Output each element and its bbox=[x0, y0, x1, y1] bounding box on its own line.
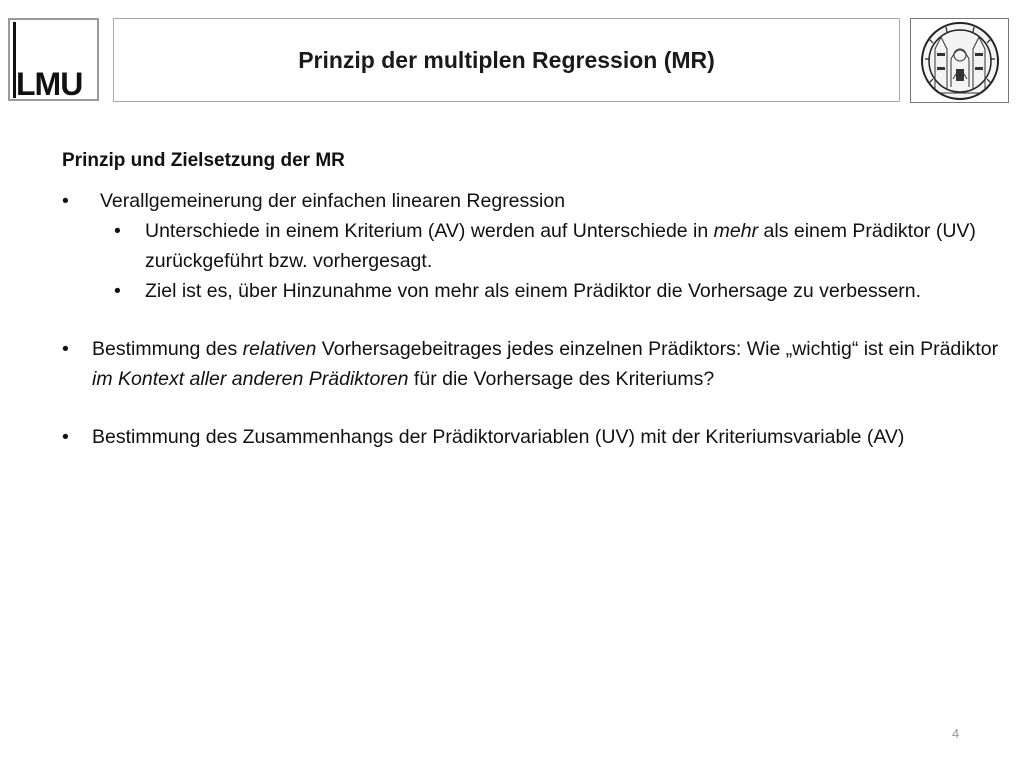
bullet-emphasis: relativen bbox=[242, 338, 317, 360]
logo-text: LMU bbox=[16, 66, 83, 102]
bullet-2 bbox=[62, 334, 1002, 394]
bullet-text: Bestimmung des Zusammenhangs der Prädiktorvariablen (UV) mit der Kriteriumsvariable (AV) bbox=[92, 426, 905, 448]
sub-bullet-text: als einem Prädiktor (UV) zurückgeführt bzw. vorhergesagt. bbox=[145, 220, 976, 272]
page-title: Prinzip der multiplen Regression (MR) bbox=[298, 46, 715, 73]
lmu-logo bbox=[8, 18, 99, 101]
bullet-1 bbox=[62, 186, 1002, 216]
sub-bullet-text: Unterschiede in einem Kriterium (AV) werden auf Unterschiede in bbox=[145, 220, 714, 242]
lmu-logo-mark bbox=[10, 20, 101, 103]
bullet-dot: • bbox=[62, 426, 69, 448]
university-seal bbox=[910, 18, 1009, 103]
bullet-text: Verallgemeinerung der einfachen linearen Regression bbox=[100, 190, 566, 212]
bullet-dot: • bbox=[62, 190, 69, 212]
title-bar bbox=[113, 18, 900, 102]
university-seal-icon bbox=[911, 19, 1010, 104]
bullet-dot: • bbox=[114, 220, 121, 242]
sub-bullet-emphasis: mehr bbox=[713, 220, 759, 242]
page-number: 4 bbox=[952, 726, 960, 741]
bullet-3 bbox=[62, 422, 1002, 452]
sub-bullet-1 bbox=[62, 216, 1002, 276]
bullet-text: Bestimmung des bbox=[92, 338, 243, 360]
section-heading: Prinzip und Zielsetzung der MR bbox=[62, 150, 345, 171]
bullet-text: für die Vorhersage des Kriteriums? bbox=[408, 368, 715, 390]
bullet-text: Vorhersagebeitrages jedes einzelnen Prädiktors: Wie „wichtig“ ist ein Prädiktor bbox=[316, 338, 999, 360]
sub-bullet-2 bbox=[62, 276, 1002, 306]
sub-bullet-text: Ziel ist es, über Hinzunahme von mehr als einem Prädiktor die Vorhersage zu verbessern. bbox=[145, 280, 922, 302]
bullet-dot: • bbox=[62, 338, 69, 360]
bullet-emphasis: im Kontext aller anderen Prädiktoren bbox=[92, 368, 409, 390]
bullet-dot: • bbox=[114, 280, 121, 302]
slide-content bbox=[62, 150, 1002, 452]
